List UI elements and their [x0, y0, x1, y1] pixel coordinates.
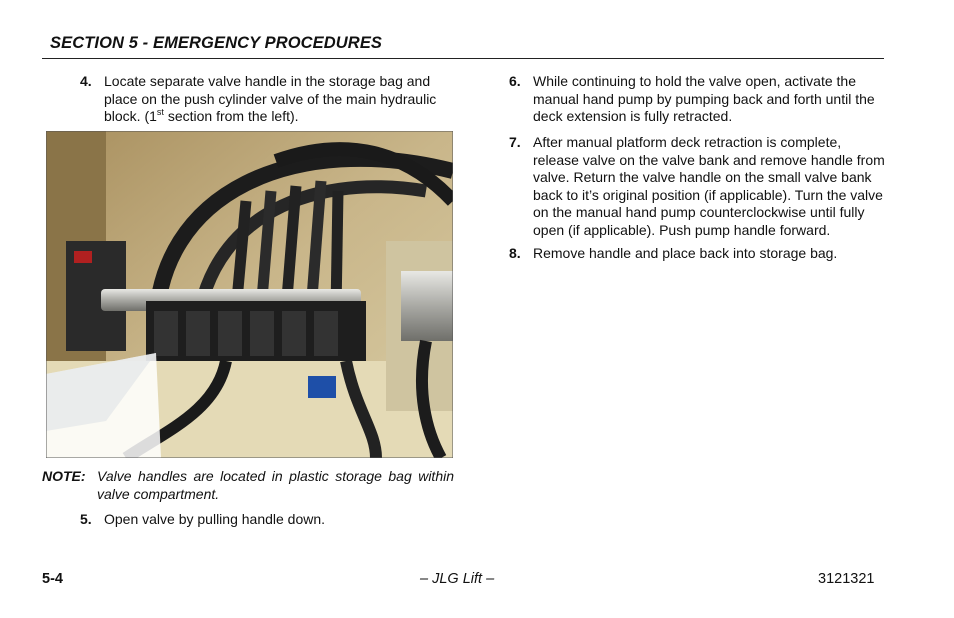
step-number: 8. — [509, 245, 521, 261]
step-text: Remove handle and place back into storage bag. — [533, 245, 838, 261]
superscript: st — [156, 107, 164, 117]
note-label: NOTE: — [42, 468, 86, 484]
header-rule — [42, 58, 884, 59]
step-number: 6. — [509, 73, 521, 89]
document-number: 3121321 — [818, 571, 875, 587]
page-number: 5-4 — [42, 571, 63, 587]
footer-title: – JLG Lift – — [420, 571, 495, 587]
step-text: Locate separate valve handle in the storage bag and place on the push cylinder valve of the main hydraulic block. (1st section from the left). — [104, 73, 437, 124]
step-text: After manual platform deck retraction is complete, release valve on the valve bank and remove handle from valve. Return the valve handle on the small valve bank back to it’s original position (if applicable). Turn the valve on the manual hand pump counterclockwise until fully open (if applicable). Push pump handle forward. — [533, 134, 885, 238]
note-text: Valve handles are located in plastic storage bag within valve compartment. — [97, 468, 454, 502]
step-text: Open valve by pulling handle down. — [104, 511, 326, 527]
step-number: 7. — [509, 134, 521, 150]
step-number: 5. — [80, 511, 92, 527]
section-title: SECTION 5 - EMERGENCY PROCEDURES — [50, 34, 383, 52]
hydraulic-valve-photo — [46, 131, 453, 458]
step-text: While continuing to hold the valve open, activate the manual hand pump by pumping back and forth until the deck extension is fully retracted. — [533, 73, 875, 124]
step-number: 4. — [80, 73, 92, 89]
